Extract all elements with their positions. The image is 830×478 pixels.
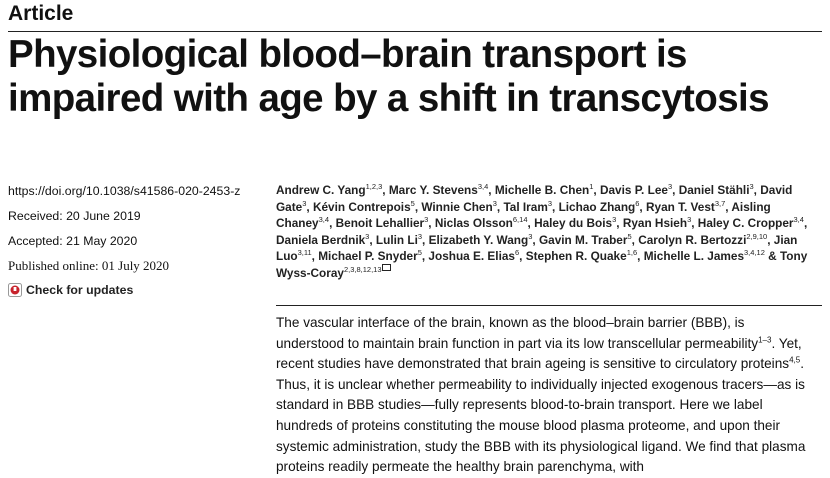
- author-name[interactable]: Daniel Stähli: [678, 183, 750, 197]
- author-affiliation: 3,7: [714, 198, 726, 208]
- author-name[interactable]: Niclas Olsson: [434, 216, 513, 230]
- author-name[interactable]: Lulin Li: [375, 232, 418, 247]
- author-name[interactable]: Haley du Bois: [534, 216, 613, 230]
- author-name[interactable]: Michelle B. Chen: [494, 183, 590, 197]
- author-affiliation: 1,6: [626, 248, 638, 258]
- author-name[interactable]: Tal Iram: [503, 199, 548, 214]
- check-updates-label: Check for updates: [26, 283, 134, 297]
- author-affiliation: 3,11: [297, 248, 312, 258]
- author-name[interactable]: Benoit Lehallier: [335, 216, 425, 230]
- author-affiliation: 1: [589, 182, 594, 192]
- published-date: Published online: 01 July 2020: [8, 258, 170, 273]
- accepted-date: Accepted: 21 May 2020: [8, 234, 138, 248]
- abstract-text-2: . Yet, recent studies have demonstrated that brain ageing is sensitive to circulatory proteins: [276, 335, 802, 372]
- author-affiliation: 6: [635, 198, 640, 208]
- author-affiliation: 3: [749, 182, 754, 192]
- author-connector: &: [768, 249, 780, 263]
- author-name[interactable]: Ryan Hsieh: [622, 216, 688, 230]
- author-name[interactable]: Stephen R. Quake: [525, 249, 627, 263]
- author-name[interactable]: Kévin Contrepois: [312, 199, 411, 214]
- author-affiliation: 3: [417, 231, 423, 241]
- author-affiliation: 3: [302, 198, 307, 208]
- author-name[interactable]: Jian Luo: [276, 232, 798, 263]
- author-affiliation: 6: [514, 248, 520, 258]
- author-affiliation: 3,4: [318, 215, 330, 225]
- author-name[interactable]: Michael P. Snyder: [318, 249, 418, 263]
- author-name[interactable]: Gavin M. Traber: [538, 232, 628, 247]
- abstract-ref-2[interactable]: 4,5: [789, 355, 801, 365]
- author-name[interactable]: Davis P. Lee: [599, 183, 668, 197]
- abstract-ref-1[interactable]: 1–3: [758, 335, 772, 345]
- article-title: Physiological blood–brain transport is impaired with age by a shift in transcytosis: [8, 33, 769, 120]
- author-name[interactable]: Daniela Berdnik: [276, 232, 366, 247]
- author-name[interactable]: Haley C. Cropper: [697, 216, 794, 230]
- author-affiliation: 3: [528, 231, 533, 241]
- author-name[interactable]: Elizabeth Y. Wang: [428, 232, 529, 247]
- author-name[interactable]: Aisling Chaney: [276, 199, 771, 230]
- author-affiliation: 5: [410, 198, 415, 208]
- abstract-text-1: The vascular interface of the brain, known as the blood–brain barrier (BBB), is understood to maintain brain function in part via its low transcellular permeability: [276, 315, 759, 351]
- author-name[interactable]: Joshua E. Elias: [428, 249, 515, 263]
- author-affiliation: 3: [687, 215, 692, 225]
- author-affiliation: 5: [417, 248, 422, 258]
- author-affiliation: 3,4: [793, 215, 804, 225]
- header-rule: [8, 31, 822, 32]
- author-list: Andrew C. Yang$^{1,2,3}$, Marc Y. Stevens$^{3,4}$, Michelle B. Chen$^1$, Davis P. Lee$^3$, Daniel Stähli$^3$, David Gate$^3$, Kévin Contrepois$^5$, Winnie Chen$^3$, Tal Iram$^3$, Lichao Zhang$^6$, Ryan T. Vest$^{3,7}$, Aisling Chaney$^{3,4}$, Benoit Lehallier$^3$, Niclas Olsson$^{6,14}$, Haley du Bois$^3$, Ryan Hsieh$^3$, Haley C. Cropper$^{3,4}$, Daniela Berdnik$^3$, Lulin Li$^3$, Elizabeth Y. Wang$^3$, Gavin M. Traber$^5$, Carolyn R. Bertozzi$^{2,9,10}$, Jian Luo$^{3,11}$, Michael P. Snyder$^5$, Joshua E. Elias$^6$, Stephen R. Quake$^{1,6}$, Michelle L. James$^{3,4,12}$ & Tony Wyss-Coray$^{2,3,8,12,13}$: [276, 182, 808, 280]
- doi-link[interactable]: https://doi.org/10.1038/s41586-020-2453-z: [8, 184, 241, 198]
- author-name[interactable]: Winnie Chen: [421, 199, 493, 214]
- author-name[interactable]: Michelle L. James: [643, 249, 745, 263]
- author-affiliation: 5: [627, 231, 632, 241]
- received-date: Received: 20 June 2019: [8, 209, 141, 223]
- author-affiliation: 3,4: [477, 182, 489, 192]
- author-affiliation: 2,9,10: [746, 231, 768, 241]
- author-affiliation: 3: [667, 182, 673, 192]
- author-affiliation: 3: [547, 198, 552, 208]
- author-affiliation: 1,2,3: [365, 182, 383, 192]
- author-affiliation: 3: [612, 215, 617, 225]
- abstract-rule: [276, 305, 822, 306]
- author-name[interactable]: Lichao Zhang: [558, 199, 636, 214]
- author-name[interactable]: Tony Wyss-Coray: [276, 249, 808, 280]
- abstract-text-3: . Thus, it is unclear whether permeability to individually injected exogenous tracers—as is standard in BBB studies—fully represents blood-to-brain transport. Here we label hundreds of proteins constituting the mouse blood plasma proteome, and upon their systemic administration, study the BBB with its physiological ligand. We find that plasma proteins readily permeate the healthy brain parenchyma, with: [276, 356, 806, 475]
- check-updates-icon: [8, 283, 22, 297]
- abstract: [276, 313, 808, 478]
- author-affiliation: 6,14: [512, 215, 528, 225]
- author-affiliation: 2,3,8,12,13: [343, 264, 382, 274]
- author-name[interactable]: David Gate: [276, 183, 793, 214]
- corresponding-author-envelope-icon[interactable]: [382, 264, 391, 271]
- author-affiliation: 3: [492, 198, 497, 208]
- author-affiliation: 3: [365, 231, 370, 241]
- author-name[interactable]: Carolyn R. Bertozzi: [638, 232, 747, 247]
- author-name[interactable]: Marc Y. Stevens: [388, 183, 478, 197]
- author-affiliation: 3,4,12: [744, 248, 765, 258]
- article-type-label: Article: [8, 2, 74, 25]
- author-affiliation: 3: [424, 215, 429, 225]
- author-name[interactable]: Andrew C. Yang: [276, 183, 366, 197]
- check-for-updates-button[interactable]: [8, 283, 133, 297]
- author-name[interactable]: Ryan T. Vest: [645, 199, 715, 214]
